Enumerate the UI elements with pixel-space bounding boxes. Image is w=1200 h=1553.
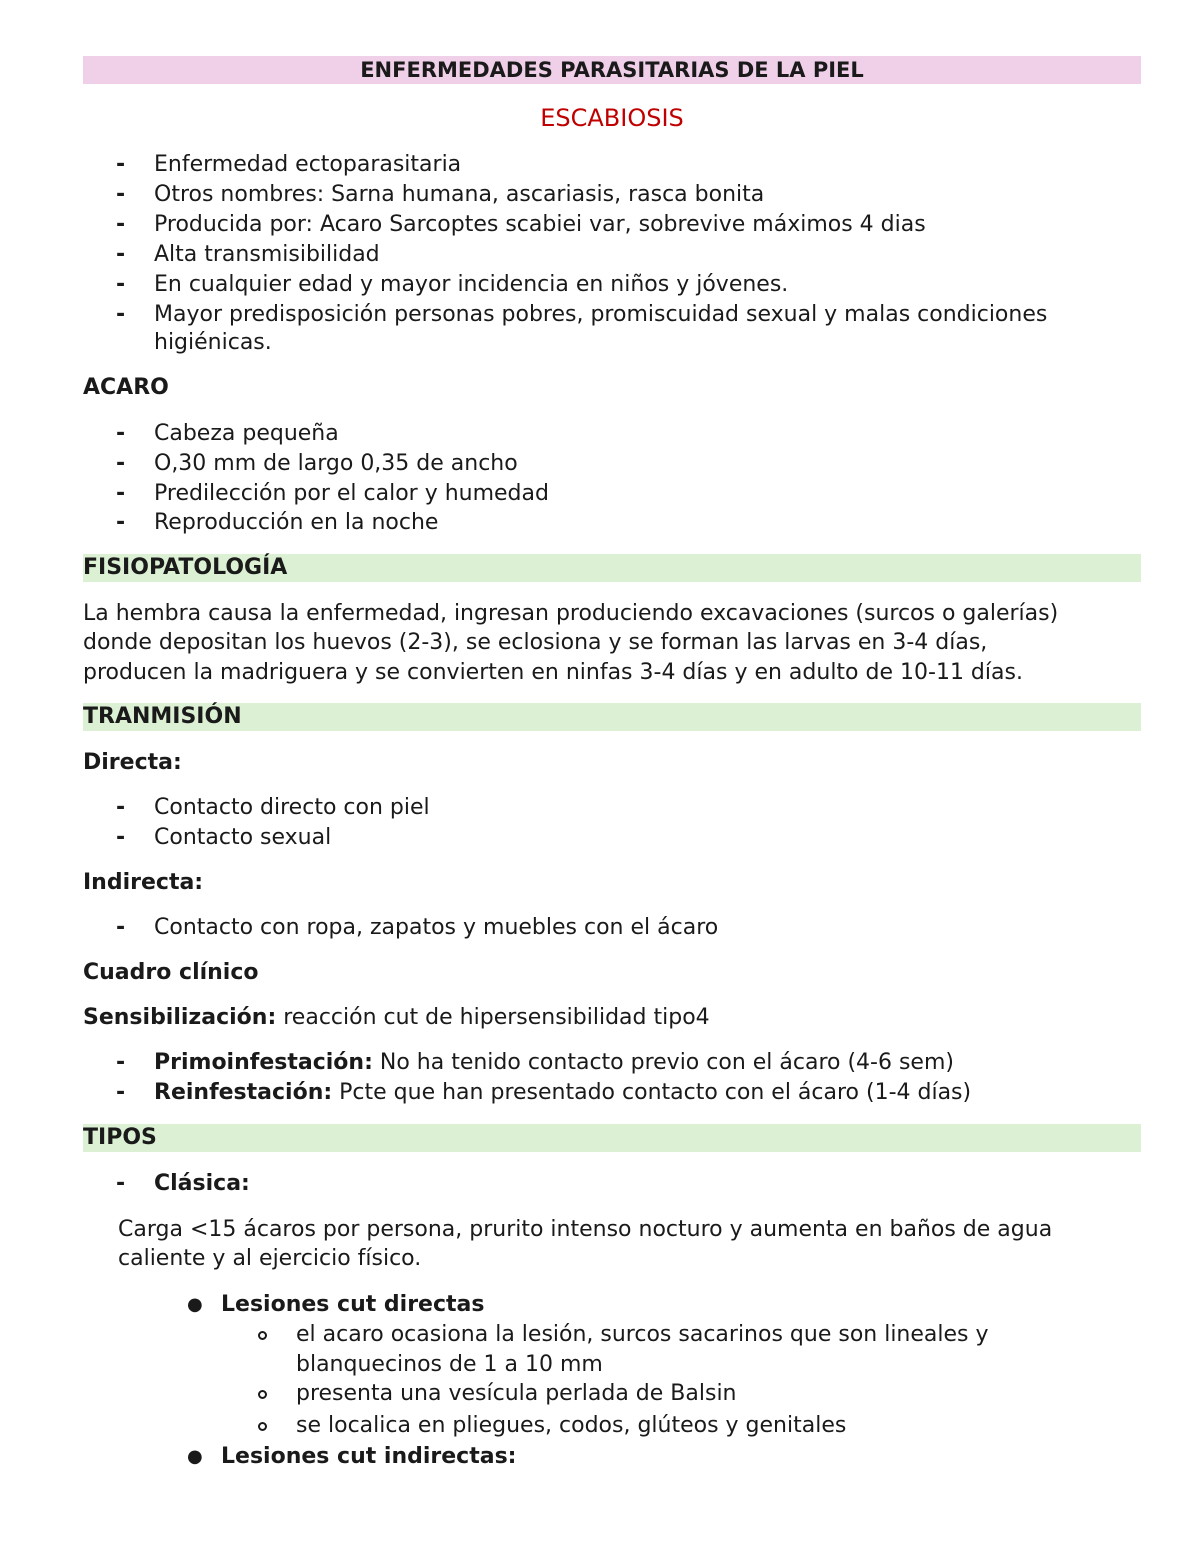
list-item: Contacto con ropa, zapatos y muebles con el ácaro: [154, 915, 719, 940]
list-item: Mayor predisposición personas pobres, promiscuidad sexual y malas condiciones: [154, 302, 1048, 327]
bullet-icon: ●: [187, 1294, 203, 1315]
list-dash: -: [116, 272, 126, 297]
label-directa: Directa:: [83, 750, 182, 775]
list-item: [154, 1048, 954, 1078]
list-item-continuation: higiénicas.: [154, 330, 272, 355]
label-clasica: Clásica:: [154, 1171, 250, 1196]
paragraph-line: Carga <15 ácaros por persona, prurito intenso nocturo y aumenta en baños de agua: [118, 1217, 1053, 1242]
paragraph-line: La hembra causa la enfermedad, ingresan produciendo excavaciones (surcos o galerías): [83, 601, 1059, 626]
list-dash: -: [116, 825, 126, 850]
label-lesiones-indirectas: Lesiones cut indirectas:: [221, 1444, 517, 1469]
label-indirecta: Indirecta:: [83, 870, 204, 895]
circle-bullet-icon: [258, 1422, 267, 1431]
list-item: Otros nombres: Sarna humana, ascariasis, rasca bonita: [154, 182, 765, 207]
list-dash: -: [116, 795, 126, 820]
paragraph-line: donde depositan los huevos (2-3), se eclosiona y se forman las larvas en 3-4 días,: [83, 630, 988, 655]
list-item: [154, 1078, 971, 1108]
list-dash: -: [116, 1080, 126, 1105]
list-dash: -: [116, 421, 126, 446]
list-item: Alta transmisibilidad: [154, 242, 380, 267]
list-item: el acaro ocasiona la lesión, surcos sacarinos que son lineales y: [296, 1322, 989, 1347]
heading-acaro: ACARO: [83, 375, 169, 400]
list-item-continuation: blanquecinos de 1 a 10 mm: [296, 1352, 603, 1377]
reinfestacion-text: Pcte que han presentado contacto con el ácaro (1-4 días): [332, 1080, 972, 1105]
label-reinfestacion: Reinfestación:: [154, 1080, 333, 1105]
heading-transmision: TRANMISIÓN: [83, 704, 242, 729]
sensibilizacion-line: [83, 1003, 710, 1033]
list-dash: -: [116, 510, 126, 535]
list-dash: -: [116, 302, 126, 327]
heading-tipos: TIPOS: [83, 1125, 157, 1150]
circle-bullet-icon: [258, 1331, 267, 1340]
document-title: ENFERMEDADES PARASITARIAS DE LA PIEL: [360, 58, 864, 82]
list-item: Contacto sexual: [154, 825, 332, 850]
section-band: [83, 1124, 1141, 1152]
list-dash: -: [116, 182, 126, 207]
bullet-icon: ●: [187, 1446, 203, 1467]
heading-fisiopatologia: FISIOPATOLOGÍA: [83, 555, 288, 580]
list-dash: -: [116, 481, 126, 506]
list-dash: -: [116, 451, 126, 476]
list-dash: -: [116, 242, 126, 267]
list-dash: -: [116, 212, 126, 237]
list-item: Cabeza pequeña: [154, 421, 339, 446]
list-dash: -: [116, 152, 126, 177]
list-item: En cualquier edad y mayor incidencia en niños y jóvenes.: [154, 272, 789, 297]
label-lesiones-directas: Lesiones cut directas: [221, 1292, 485, 1317]
circle-bullet-icon: [258, 1390, 267, 1399]
list-item: O,30 mm de largo 0,35 de ancho: [154, 451, 518, 476]
list-item: Producida por: Acaro Sarcoptes scabiei var, sobrevive máximos 4 dias: [154, 212, 926, 237]
list-item: se localica en pliegues, codos, glúteos y genitales: [296, 1413, 847, 1438]
paragraph-line: caliente y al ejercicio físico.: [118, 1246, 422, 1271]
section-title-escabiosis: ESCABIOSIS: [540, 104, 684, 132]
label-sensibilizacion: Sensibilización:: [83, 1005, 277, 1030]
list-item: Reproducción en la noche: [154, 510, 439, 535]
list-item: Contacto directo con piel: [154, 795, 430, 820]
sensibilizacion-text: reacción cut de hipersensibilidad tipo4: [276, 1005, 710, 1030]
list-item: presenta una vesícula perlada de Balsin: [296, 1381, 737, 1406]
paragraph-line: producen la madriguera y se convierten en ninfas 3-4 días y en adulto de 10-11 días.: [83, 660, 1023, 685]
list-dash: -: [116, 1171, 126, 1196]
list-dash: -: [116, 915, 126, 940]
list-dash: -: [116, 1050, 126, 1075]
list-item: Predilección por el calor y humedad: [154, 481, 549, 506]
label-cuadro-clinico: Cuadro clínico: [83, 960, 259, 985]
primoinfestacion-text: No ha tenido contacto previo con el ácaro (4-6 sem): [372, 1050, 954, 1075]
list-item: Enfermedad ectoparasitaria: [154, 152, 462, 177]
label-primoinfestacion: Primoinfestación:: [154, 1050, 373, 1075]
